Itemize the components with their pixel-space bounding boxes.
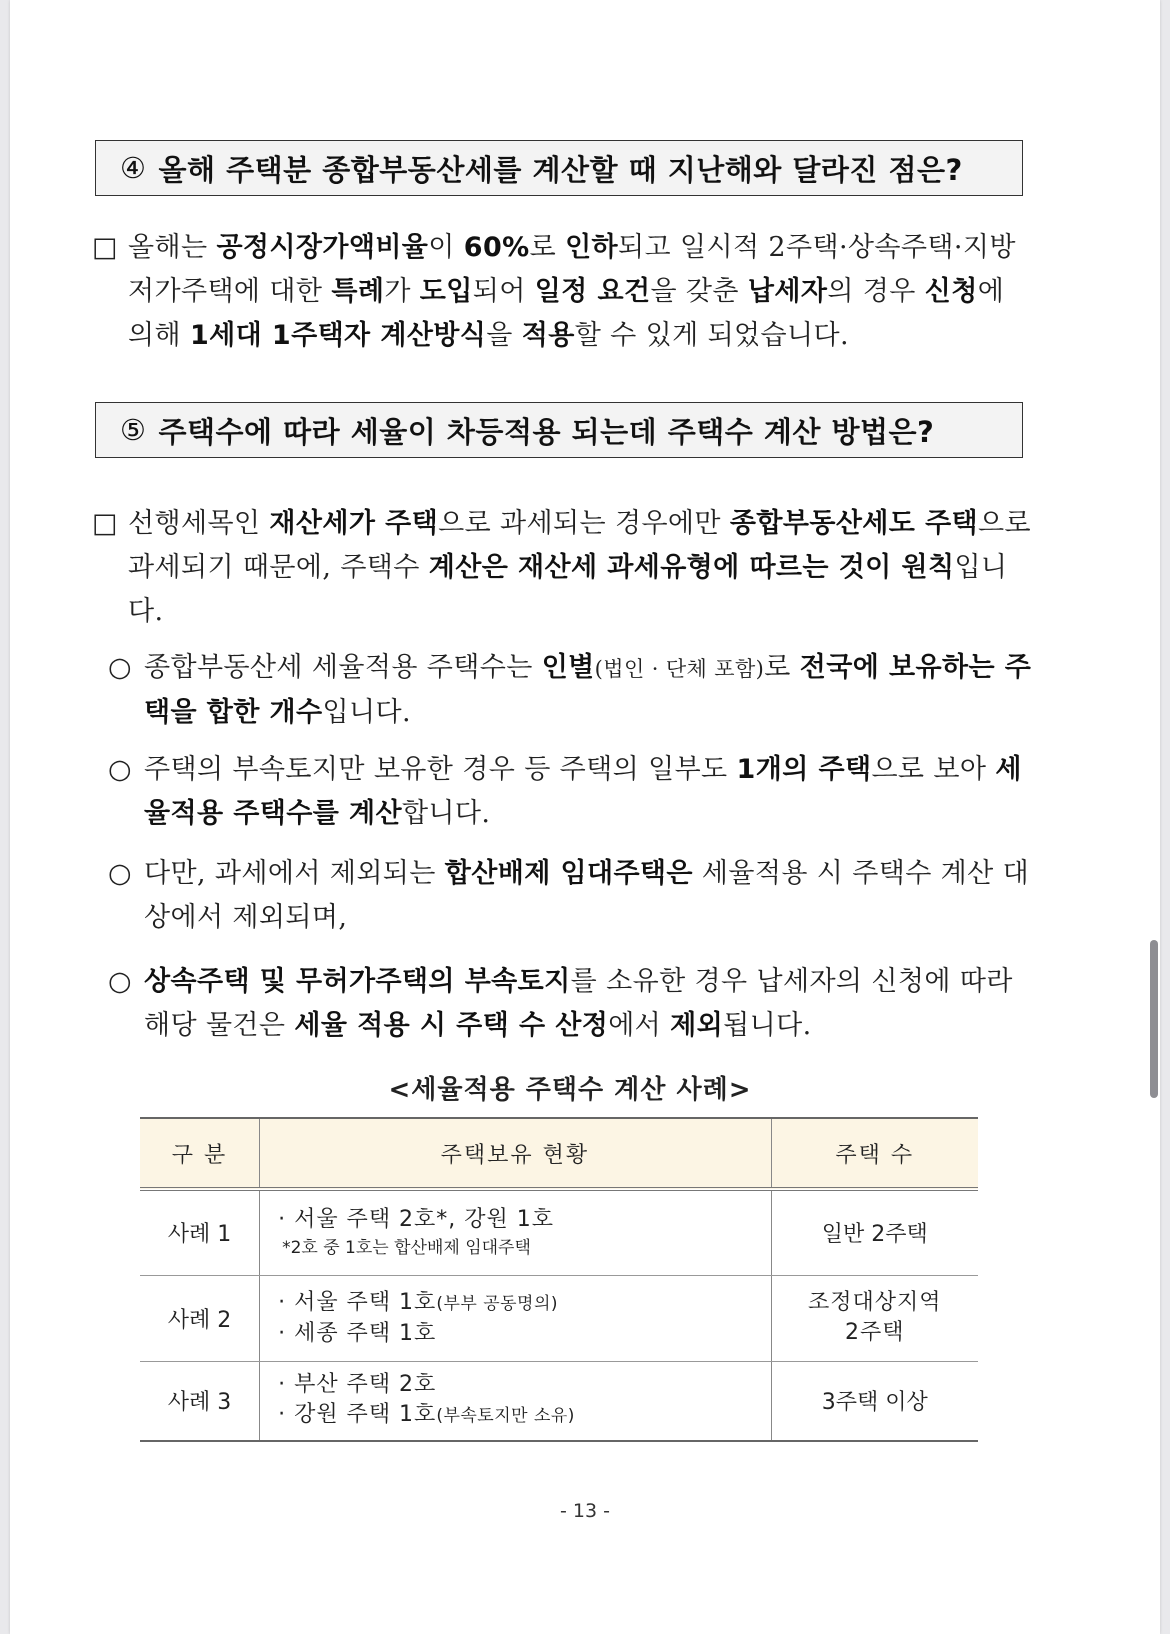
header-house-count: 주택 수: [771, 1118, 978, 1189]
paragraph-text: 올해는 공정시장가액비율이 60%로 인하되고 일시적 2주택·상속주택·지방저가주택에 대한 특례가 도입되어 일정 요건을 갖춘 납세자의 경우 신청에 의해 1세대 1주택자 계산방식을 적용할 수 있게 되었습니다.: [128, 232, 1016, 351]
page-number: - 13 -: [560, 1500, 610, 1522]
section-heading-4: [95, 140, 1023, 196]
table-row: [140, 1275, 978, 1361]
case-label: 사례 2: [140, 1275, 260, 1361]
circle-bullet-icon: ○: [108, 754, 132, 785]
square-bullet-icon: □: [92, 508, 118, 539]
bullet-text: 상속주택 및 무허가주택의 부속토지를 소유한 경우 납세자의 신청에 따라 해당 물건은 세율 적용 시 주택 수 산정에서 제외됩니다.: [144, 966, 1013, 1041]
vertical-scrollbar[interactable]: [1150, 940, 1158, 1098]
bullet-per-person-count: [92, 646, 1032, 735]
case-footnote: *2호 중 1호는 합산배제 임대주택: [282, 1237, 531, 1258]
table-row: [140, 1361, 978, 1441]
bullet-partial-ownership: [92, 748, 1032, 836]
bullet-text: 종합부동산세 세율적용 주택수는 인별(법인 · 단체 포함)로 전국에 보유하는 주택을 합한 개수입니다.: [144, 652, 1032, 728]
case-holdings: · 부산 주택 2호 · 강원 주택 1호(부속토지만 소유): [260, 1361, 772, 1441]
case-house-count: 일반 2주택: [771, 1189, 978, 1275]
paragraph-rate-change: [92, 226, 1032, 358]
table-header-row: [140, 1118, 978, 1189]
section-heading-5: [95, 402, 1023, 458]
circle-bullet-icon: ○: [108, 858, 132, 889]
bullet-text: 다만, 과세에서 제외되는 합산배제 임대주택은 세율적용 시 주택수 계산 대상에서 제외되며,: [144, 858, 1030, 933]
case-holdings: · 서울 주택 1호(부부 공동명의) · 세종 주택 1호: [260, 1275, 772, 1361]
header-category: 구 분: [140, 1118, 260, 1189]
section-title-4: 올해 주택분 종합부동산세를 계산할 때 지난해와 달라진 점은?: [158, 152, 963, 187]
circled-number-4: ④: [120, 151, 147, 185]
paragraph-text: 선행세목인 재산세가 주택으로 과세되는 경우에만 종합부동산세도 주택으로 과세되기 때문에, 주택수 계산은 재산세 과세유형에 따르는 것이 원칙입니다.: [128, 508, 1031, 627]
square-bullet-icon: □: [92, 232, 118, 263]
circle-bullet-icon: ○: [108, 652, 132, 683]
case-label: 사례 3: [140, 1361, 260, 1441]
paragraph-principle: [92, 502, 1032, 634]
bullet-inherited-exclusion: [92, 960, 1032, 1048]
header-holdings: 주택보유 현황: [260, 1118, 772, 1189]
case-label: 사례 1: [140, 1189, 260, 1275]
table-row: [140, 1189, 978, 1275]
housing-count-examples-table: [140, 1117, 978, 1442]
bullet-text: 주택의 부속토지만 보유한 경우 등 주택의 일부도 1개의 주택으로 보아 세율적용 주택수를 계산합니다.: [144, 754, 1022, 829]
case-house-count: 조정대상지역 2주택: [771, 1275, 978, 1361]
bullet-rental-exclusion: [92, 852, 1032, 940]
circled-number-5: ⑤: [120, 413, 147, 447]
case-house-count: 3주택 이상: [771, 1361, 978, 1441]
circle-bullet-icon: ○: [108, 966, 132, 997]
table-caption: <세율적용 주택수 계산 사례>: [388, 1075, 752, 1105]
section-title-5: 주택수에 따라 세율이 차등적용 되는데 주택수 계산 방법은?: [158, 414, 935, 449]
case-holdings: · 서울 주택 2호*, 강원 1호 *2호 중 1호는 합산배제 임대주택: [260, 1189, 772, 1275]
document-page: [10, 0, 1160, 1634]
